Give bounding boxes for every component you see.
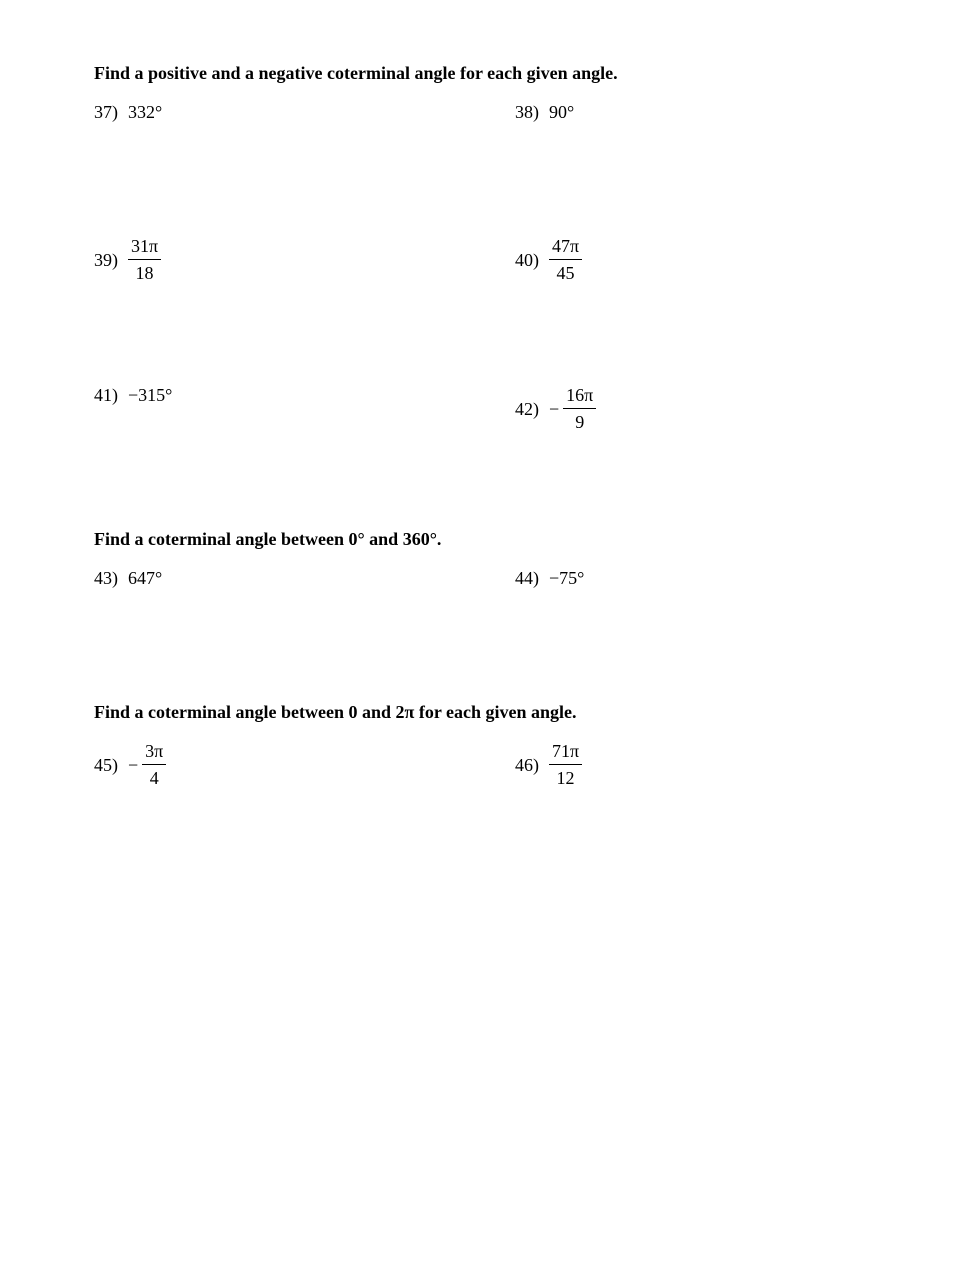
problem-number: 43) bbox=[94, 568, 118, 588]
fraction-numerator: 31π bbox=[128, 235, 161, 260]
problem-44 bbox=[515, 567, 584, 589]
problem-number: 40) bbox=[515, 249, 539, 270]
problem-angle: 647° bbox=[128, 568, 163, 588]
problem-37 bbox=[94, 101, 162, 123]
fraction bbox=[563, 384, 596, 433]
section-heading-coterminal-0-2pi: Find a coterminal angle between 0 and 2π for each given angle. bbox=[94, 702, 577, 722]
problem-angle: 332° bbox=[128, 102, 163, 122]
fraction bbox=[142, 740, 166, 789]
minus-sign: − bbox=[128, 754, 139, 775]
problem-40 bbox=[515, 235, 582, 284]
problem-number: 46) bbox=[515, 754, 539, 775]
fraction-denominator: 4 bbox=[149, 768, 159, 788]
fraction bbox=[549, 740, 582, 789]
fraction-denominator: 18 bbox=[135, 263, 154, 283]
problem-42 bbox=[515, 384, 596, 433]
problem-angle: −75° bbox=[549, 568, 585, 588]
problem-number: 37) bbox=[94, 102, 118, 122]
problem-43 bbox=[94, 567, 162, 589]
problem-angle: 90° bbox=[549, 102, 575, 122]
problem-46 bbox=[515, 740, 582, 789]
section-heading-coterminal-pos-neg: Find a positive and a negative coterminal angle for each given angle. bbox=[94, 63, 618, 83]
problem-angle: −315° bbox=[128, 385, 173, 405]
problem-number: 42) bbox=[515, 398, 539, 419]
section-heading-coterminal-0-360: Find a coterminal angle between 0° and 360°. bbox=[94, 529, 442, 549]
minus-sign: − bbox=[549, 398, 560, 419]
fraction bbox=[128, 235, 161, 284]
fraction-denominator: 12 bbox=[556, 768, 575, 788]
problem-number: 41) bbox=[94, 385, 118, 405]
problem-number: 38) bbox=[515, 102, 539, 122]
fraction-denominator: 9 bbox=[575, 412, 585, 432]
problem-39 bbox=[94, 235, 161, 284]
fraction-numerator: 47π bbox=[549, 235, 582, 260]
fraction-numerator: 16π bbox=[563, 384, 596, 409]
problem-number: 44) bbox=[515, 568, 539, 588]
fraction-denominator: 45 bbox=[556, 263, 575, 283]
problem-38 bbox=[515, 101, 574, 123]
problem-number: 45) bbox=[94, 754, 118, 775]
problem-number: 39) bbox=[94, 249, 118, 270]
problem-45 bbox=[94, 740, 166, 789]
fraction-numerator: 71π bbox=[549, 740, 582, 765]
fraction bbox=[549, 235, 582, 284]
problem-41 bbox=[94, 384, 172, 406]
fraction-numerator: 3π bbox=[142, 740, 166, 765]
